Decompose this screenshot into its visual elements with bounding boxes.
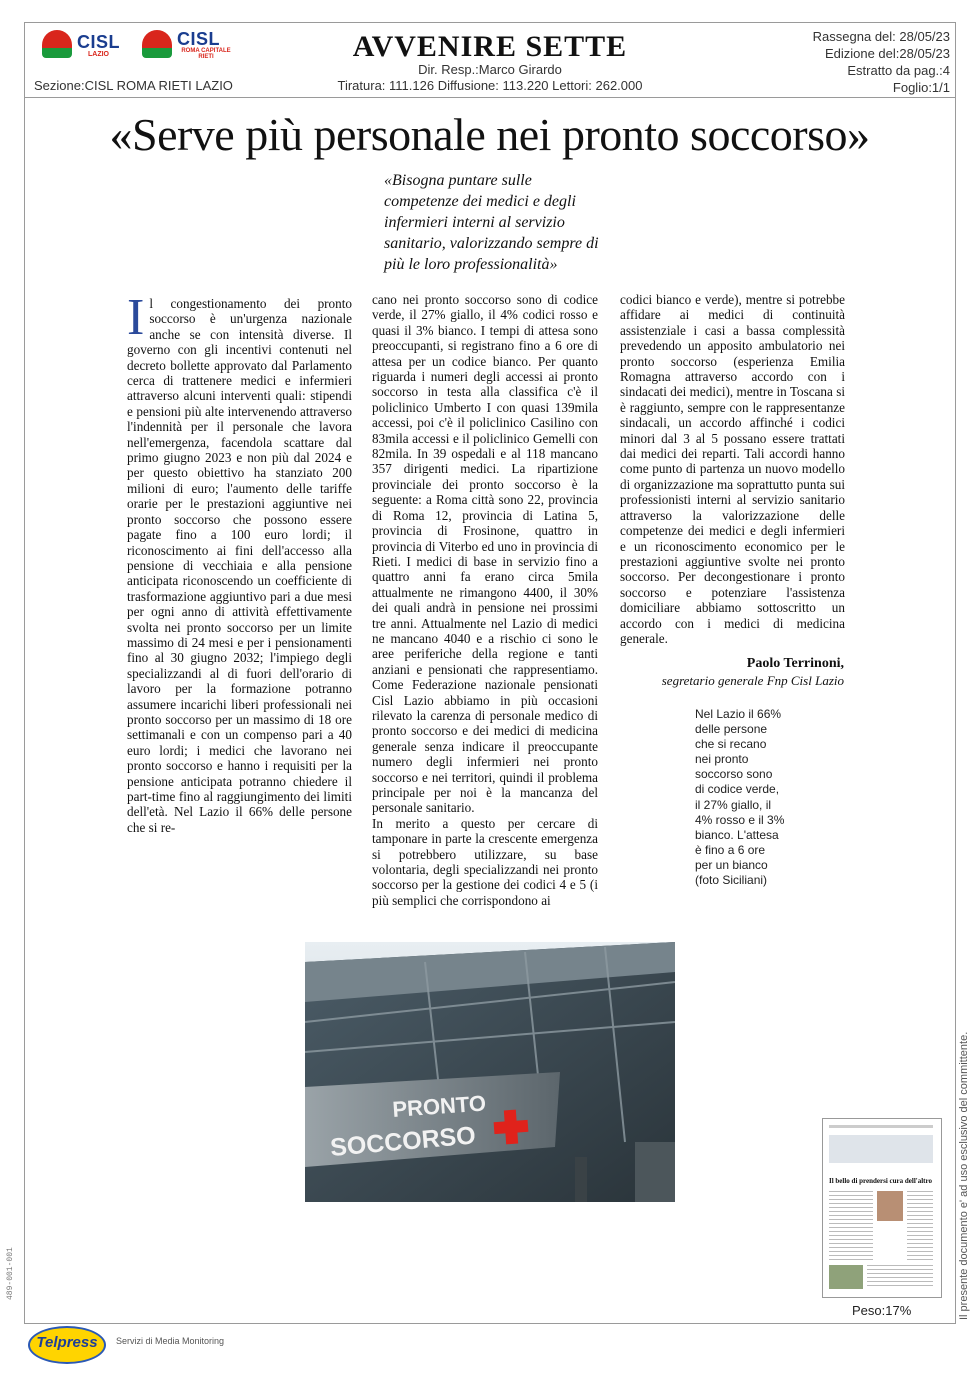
telpress-logo: Telpress <box>28 1326 106 1364</box>
author-role: segretario generale Fnp Cisl Lazio <box>661 673 844 688</box>
headline: «Serve più personale nei pronto soccorso» <box>109 109 870 160</box>
meta-block <box>813 28 950 96</box>
page-thumbnail <box>822 1118 942 1298</box>
article-column-1 <box>127 289 352 835</box>
hospital-building-illustration <box>305 942 675 1202</box>
thumb-portrait <box>877 1191 903 1221</box>
document-code: 489-001-001 <box>6 1247 15 1300</box>
cisl-dome-icon <box>142 30 172 60</box>
rassegna-date: Rassegna del: 28/05/23 <box>812 29 950 44</box>
logo-name: CISL <box>177 29 221 49</box>
foglio: Foglio:1/1 <box>892 80 950 95</box>
thumb-text <box>907 1191 933 1261</box>
cisl-roma-logo <box>142 30 235 60</box>
subhead: «Bisogna puntare sulle competenze dei medici e degli infermieri interni al servizio sanitario, valorizzando sempre di più le loro professionalità» <box>384 172 599 273</box>
vertical-notice: Il presente documento e' ad uso esclusivo del committente. <box>958 1031 970 1320</box>
sign-pronto: PRONTO <box>391 1090 487 1122</box>
article-column-3 <box>620 292 845 646</box>
column-1-text: l congestionamento dei pronto soccorso è un'urgenza nazionale anche se con intensità diverse. Il governo con gli incentivi contenuti nel decreto bollette approvato dal Parlamento cerca di trattenere medici e infermieri attraverso alcuni interventi quali: stipendi e pensioni più alte intervenendo attraverso l'indennità per il personale che lavora nell'emergenza, facendola scattare dal primo giugno 2023 e non più dal 2024 e per questo obiettivo ha stanziato 200 milioni di euro; l'aumento delle tariffe orarie per le prestazioni aggiuntive nei pronto soccorso che possono essere pagate fino a 100 euro lordi; il riconoscimento ai fini dell'accesso alla pensione di vecchiaia e alla pensione anticipata riconoscendo un coefficiente di trasformazione aggiuntivo pari a due mesi per ogni anno di attività effettivamente svolta nei pronto soccorso per un limite massimo di 24 mesi e per i pensionamenti fino al 30 giugno 2032; l'impiego degli specializzandi al di fuori dell'orario di lavoro per la formazione potranno assumere incarichi liberi professionali nei pronto soccorso per un massimo di 18 ore settimanali e con un compenso pari a 40 euro lordi; i medici che lavorano nei pronto soccorso e hanno i requisiti per la pensione anticipata potranno chiedere il part-time fino al raggiungimento dei limiti dell'età. Nel Lazio il 66% delle persone che si re- <box>127 296 352 835</box>
director: Dir. Resp.:Marco Girardo <box>418 62 562 77</box>
column-2-text-2: In merito a questo per cercare di tamponare in parte la crescente emergenza si potrebbero utilizzare, su base volontaria, degli specializzandi nei pronto soccorso per la gestione dei codici 4 e 5 (i più semplici che corrispondono ai <box>372 815 598 908</box>
author-name: Paolo Terrinoni, <box>746 656 844 671</box>
photo-caption: Nel Lazio il 66% delle persone che si recano nei pronto soccorso sono di codice verde, il 27% giallo, il 4% rosso e il 3% bianco. L'attesa è fino a 6 ore per un bianco (foto Siciliani) <box>695 707 785 888</box>
thumb-text <box>829 1191 873 1261</box>
estratto-page: Estratto da pag.:4 <box>847 63 950 78</box>
cisl-lazio-logo <box>42 30 120 60</box>
edizione-date: Edizione del:28/05/23 <box>824 46 950 61</box>
column-2-text: cano nei pronto soccorso sono di codice verde, il 27% giallo, il 4% codici rosso e quasi il 3% bianco. I tempi di attesa sono preoccupanti, si registrano fino a 6 ore di attesa per un codice bianco. Per quanto riguarda i numeri degli accessi ai pronto soccorso in testa alla classifica c'è il policlinico Umberto I con quasi 139mila accessi, poi c'è il policlinico Casilino con 83mila accessi e il policlinico Gemelli con 82mila. In 39 ospedali e al 118 mancano 357 dirigenti medici. La ripartizione provinciale dei pronto soccorso è la seguente: a Roma città sono 22, provincia di Roma 12, provincia di Latina 5, provincia di Frosinone, quattro in provincia di Viterbo ed uno in provincia di Rieti. I medici di base in servizio fino a quattro anni fa erano circa 5mila attualmente ne rimangono 4400, il 30% dei quali andrà in pensione nei prossimi tre anni. Attualmente nel Lazio di medici ne mancano 4040 e a rischio ci sono le aree periferiche della regione e tanti anziani e pensionati che rappresentiamo. Come Federazione nazionale pensionati Cisl Lazio abbiamo in più occasioni rilevato la carenza di personale medico di pronto soccorso e dei medici di medicina generale senza indicare il preoccupante numero degli infermieri nei pronto soccorso e nei territori, quindi il problema principale per noi è la mancanza del personale sanitario. <box>372 292 598 816</box>
peso-label: Peso:17% <box>852 1303 912 1318</box>
drop-cap: I <box>127 289 145 346</box>
logo-sub: LAZIO <box>88 50 109 58</box>
sign-soccorso: SOCCORSO <box>329 1121 477 1162</box>
masthead: AVVENIRE SETTE <box>352 30 628 63</box>
article-column-2 <box>372 292 598 908</box>
logo-sub: ROMA CAPITALE RIETI <box>181 48 231 60</box>
thumb-headline: Il bello di prendersi cura dell'altro <box>829 1177 932 1185</box>
cisl-dome-icon <box>42 30 72 60</box>
thumb-header-line <box>829 1125 933 1128</box>
services-label: Servizi di Media Monitoring <box>116 1336 225 1346</box>
hospital-photo <box>305 942 675 1202</box>
thumb-block <box>829 1135 933 1163</box>
circulation: Tiratura: 111.126 Diffusione: 113.220 Lettori: 262.000 <box>337 78 643 93</box>
thumb-photo <box>829 1265 863 1289</box>
logo-name: CISL <box>77 31 121 52</box>
section-label: Sezione:CISL ROMA RIETI LAZIO <box>34 78 233 93</box>
column-3-text: codici bianco e verde), mentre si potrebbe affidare ai medici di continuità assistenziale i casi a bassa complessità prevedendo un apposito ambulatorio nei pronto soccorso (esperienza Emilia Romagna attraverso accordo con i sindacati dei medici), mentre in Toscana si è raggiunto, sempre con le rappresentanze sindacali, un accordo affinché i codici minori dal 3 al 5 possano essere trattati dai medici dei reparti. Tali accordi hanno come punto di partenza un nuovo modello di organizzazione ma soprattutto punta sui professionisti interni al servizio sanitario attraverso la valorizzazione delle competenze dei medici e degli infermieri e un riconoscimento economico per le prestazioni aggiuntive svolte nei pronto soccorso. Per decongestionare i pronto soccorso e potenziare l'assistenza domiciliare abbiamo sottoscritto un accordo con i medici di medicina generale. <box>620 292 845 646</box>
thumb-text <box>867 1265 933 1289</box>
header-divider <box>24 97 955 98</box>
